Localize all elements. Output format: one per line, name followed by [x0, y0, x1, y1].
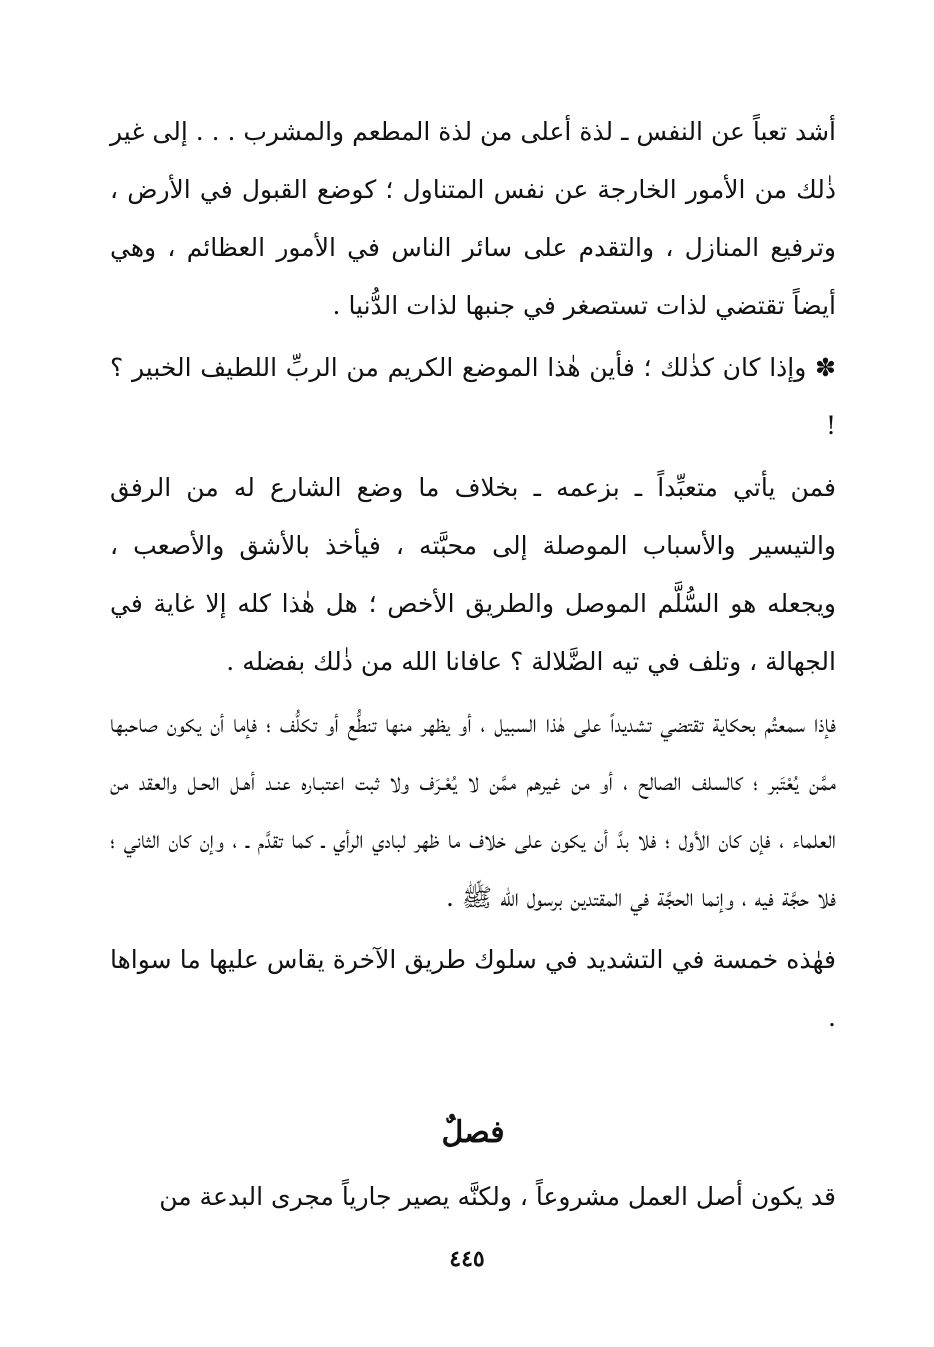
paragraph-2: ✽ وإذا كان كذٰلك ؛ فأين هٰذا الموضع الكريم من الربِّ اللطيف الخبير ؟ ! [110, 353, 836, 440]
body-text [110, 103, 836, 1047]
paragraph-5: فهٰذه خمسة في التشديد في سلوك طريق الآخرة يقاس عليها ما سواها . [110, 945, 836, 1032]
paragraph-3: فمن يأتي متعبِّداً ـ بزعمه ـ بخلاف ما وضع الشارع له من الرفق والتيسير والأسباب الموصلة إلى محبَّته ، فيأخذ بالأشق والأصعب ، ويجعله هو السُّلَّم الموصل والطريق الأخص ؛ هل هٰذا كله إلا غاية في الجهالة ، وتلف في تيه الضَّلالة ؟ عافانا الله من ذٰلك بفضله . [110, 473, 836, 676]
paragraph-4: فإذا سمعتُم بحكاية تقتضي تشديداً على هٰذا السبيل ، أو يظهر منها تنطُّع أو تكلُّف ؛ فإما أن يكون صاحبها ممَّن يُعْتَبر ؛ كالسلف الصالح ، أو من غيرهم ممَّن لا يُعْـرَف ولا ثبت اعتبـاره عنـد أهـل الحـل والعقد من العلماء ، فإن كان الأول ؛ فلا بدَّ أن يكون على خلاف ما ظهر لبادي الرأي ـ كما تقدَّم ـ ، وإن كان الثاني ؛ فلا حجَّة فيه ، وإنما الحجَّة في المقتدين برسول الله ﷺ . [110, 709, 836, 912]
section-heading: فصلٌ [441, 1115, 505, 1150]
paragraph-1: أشد تعباً عن النفس ـ لذة أعلى من لذة المطعم والمشرب . . . إلى غير ذٰلك من الأمور الخارجة عن نفس المتناول ؛ كوضع القبول في الأرض ، وترفيع المنازل ، والتقدم على سائر الناس في الأمور العظائم ، وهي أيضاً تقتضي لذات تستصغر في جنبها لذات الدُّنيا . [110, 117, 836, 320]
page-number: ٤٤٥ [449, 1246, 485, 1272]
final-line: قد يكون أصل العمل مشروعاً ، ولكنَّه يصير جارياً مجرى البدعة من [159, 1182, 836, 1211]
